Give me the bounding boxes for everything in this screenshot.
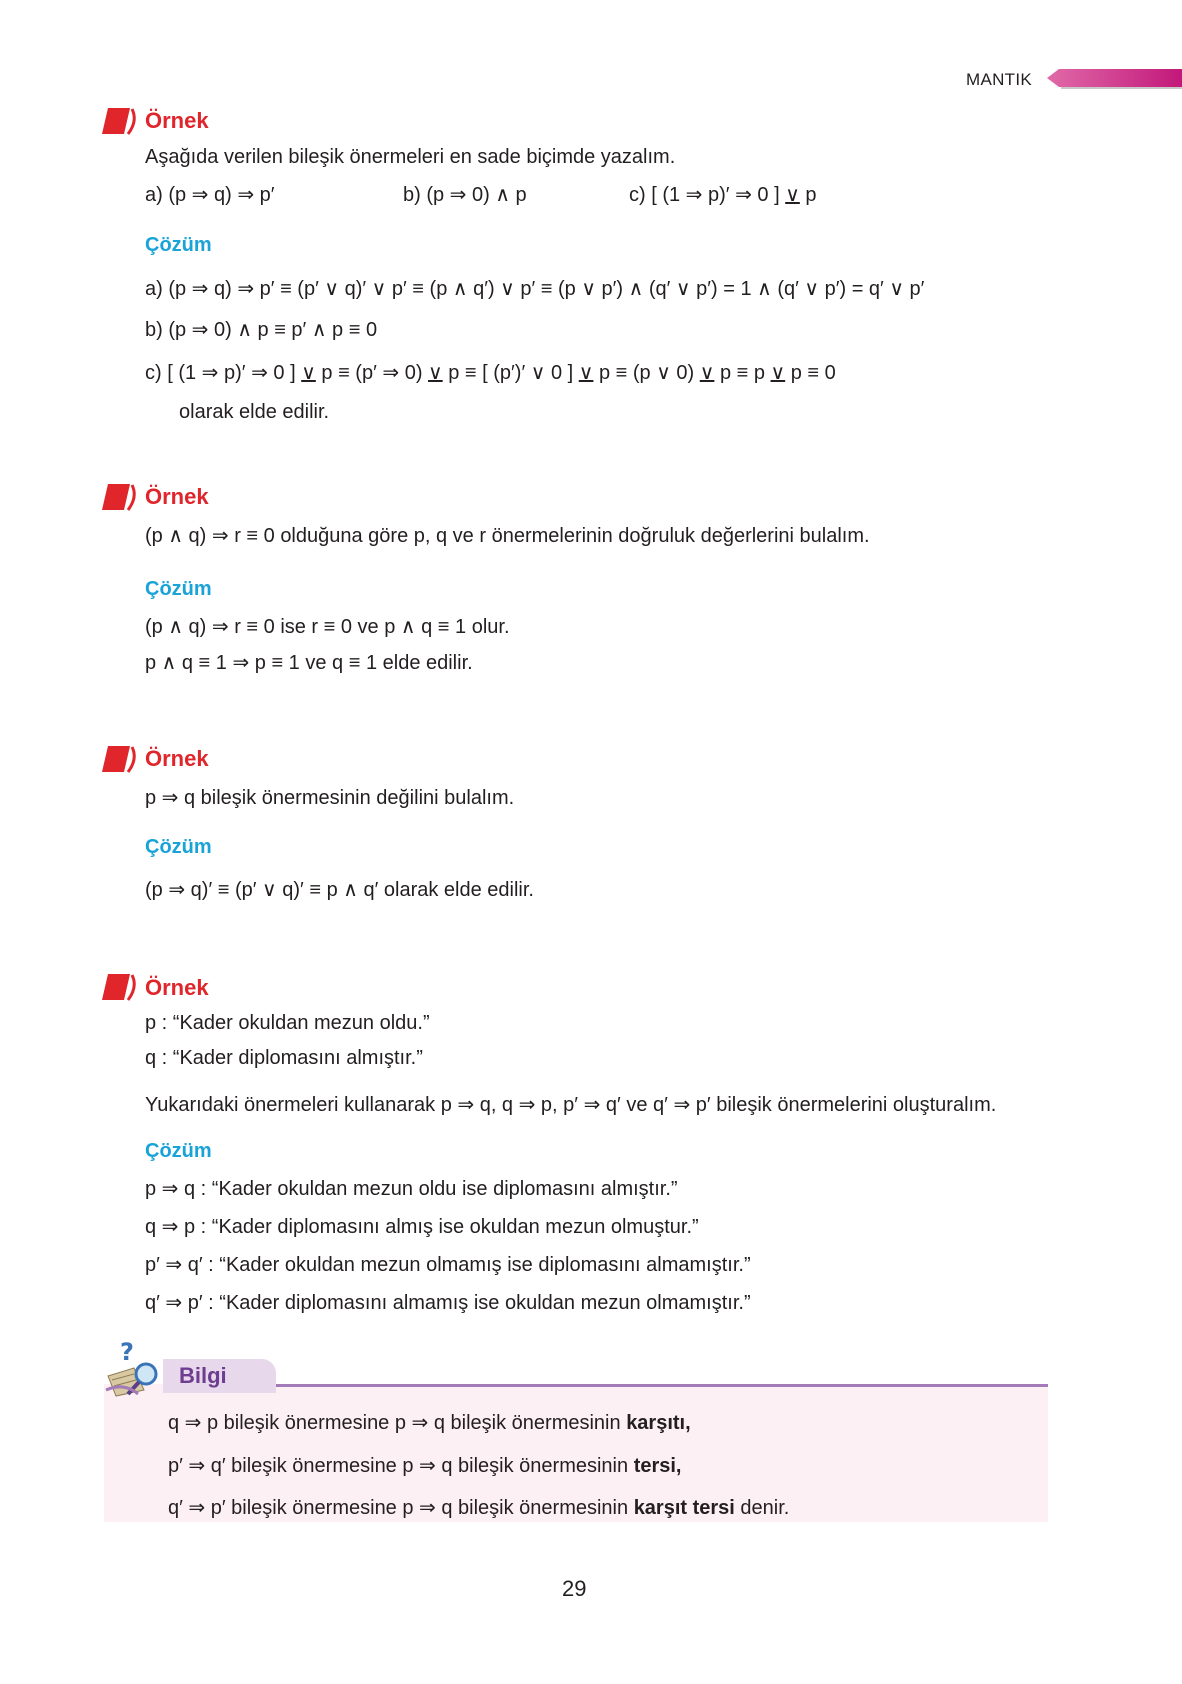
ornek-heading-3: Örnek: [145, 746, 209, 771]
page-number: 29: [562, 1576, 587, 1601]
solution1-conclusion: olarak elde edilir.: [179, 401, 330, 423]
solution4-line: p′ ⇒ q′ : “Kader okuldan mezun olmamış ise diplomasını almamıştır.”: [145, 1254, 751, 1276]
solution4-line: p ⇒ q : “Kader okuldan mezun oldu ise diplomasını almıştır.”: [145, 1178, 678, 1200]
example1-part-a: a) (p ⇒ q) ⇒ p′: [145, 184, 275, 206]
svg-text:?: ?: [120, 1338, 134, 1366]
example3-prompt: p ⇒ q bileşik önermesinin değilini bulalım.: [145, 787, 515, 809]
example4-q-definition: q : “Kader diplomasını almıştır.”: [145, 1047, 423, 1069]
example1-part-b: b) (p ⇒ 0) ∧ p: [403, 184, 527, 206]
solution1-c: c) [ (1 ⇒ p)′ ⇒ 0 ] ∨ p ≡ (p′ ⇒ 0) ∨ p ≡ [ (p′)′ ∨ 0 ] ∨ p ≡ (p ∨ 0) ∨ p ≡ p ∨ p ≡ 0: [145, 362, 836, 384]
magnifier-question-icon: [104, 1338, 170, 1398]
solution2-line1: (p ∧ q) ⇒ r ≡ 0 ise r ≡ 0 ve p ∧ q ≡ 1 olur.: [145, 616, 510, 638]
example4-p-definition: p : “Kader okuldan mezun oldu.”: [145, 1012, 430, 1034]
solution4-line: q ⇒ p : “Kader diplomasını almış ise okuldan mezun olmuştur.”: [145, 1216, 699, 1238]
solution2-line2: p ∧ q ≡ 1 ⇒ p ≡ 1 ve q ≡ 1 elde edilir.: [145, 652, 473, 674]
ornek-icon: [102, 744, 138, 774]
example1-part-c: c) [ (1 ⇒ p)′ ⇒ 0 ] ∨ p: [629, 184, 817, 206]
cozum-heading-1: Çözüm: [145, 234, 212, 256]
example2-prompt: (p ∧ q) ⇒ r ≡ 0 olduğuna göre p, q ve r önermelerinin doğruluk değerlerini bulalım.: [145, 525, 870, 547]
cozum-heading-3: Çözüm: [145, 836, 212, 858]
cozum-heading-2: Çözüm: [145, 578, 212, 600]
ornek-icon: [102, 106, 138, 136]
ornek-icon: [102, 482, 138, 512]
chapter-label: MANTIK: [966, 70, 1033, 89]
bilgi-line-karsit-tersi: q′ ⇒ p′ bileşik önermesine p ⇒ q bileşik önermesinin karşıt tersi denir.: [168, 1497, 790, 1519]
example4-prompt: Yukarıdaki önermeleri kullanarak p ⇒ q, q ⇒ p, p′ ⇒ q′ ve q′ ⇒ p′ bileşik önermelerini oluşturalım.: [145, 1094, 997, 1116]
solution1-a: a) (p ⇒ q) ⇒ p′ ≡ (p′ ∨ q)′ ∨ p′ ≡ (p ∧ q′) ∨ p′ ≡ (p ∨ p′) ∧ (q′ ∨ p′) = 1 ∧ (q′ ∨ p′) = q′ ∨ p′: [145, 278, 925, 300]
solution4-line: q′ ⇒ p′ : “Kader diplomasını almamış ise okuldan mezun olmamıştır.”: [145, 1292, 751, 1314]
solution1-b: b) (p ⇒ 0) ∧ p ≡ p′ ∧ p ≡ 0: [145, 319, 378, 341]
solution3: (p ⇒ q)′ ≡ (p′ ∨ q)′ ≡ p ∧ q′ olarak elde edilir.: [145, 879, 534, 901]
example1-prompt: Aşağıda verilen bileşik önermeleri en sade biçimde yazalım.: [145, 146, 676, 168]
ornek-heading-1: Örnek: [145, 108, 209, 133]
chapter-tab-decoration: [1047, 69, 1182, 89]
bilgi-divider: [270, 1384, 1048, 1387]
cozum-heading-4: Çözüm: [145, 1140, 212, 1162]
ornek-heading-2: Örnek: [145, 484, 209, 509]
bilgi-line-karsiti: q ⇒ p bileşik önermesine p ⇒ q bileşik önermesinin karşıtı,: [168, 1412, 691, 1434]
ornek-heading-4: Örnek: [145, 975, 209, 1000]
bilgi-line-tersi: p′ ⇒ q′ bileşik önermesine p ⇒ q bileşik önermesinin tersi,: [168, 1455, 682, 1477]
ornek-icon: [102, 972, 138, 1002]
bilgi-heading: Bilgi: [179, 1363, 227, 1388]
